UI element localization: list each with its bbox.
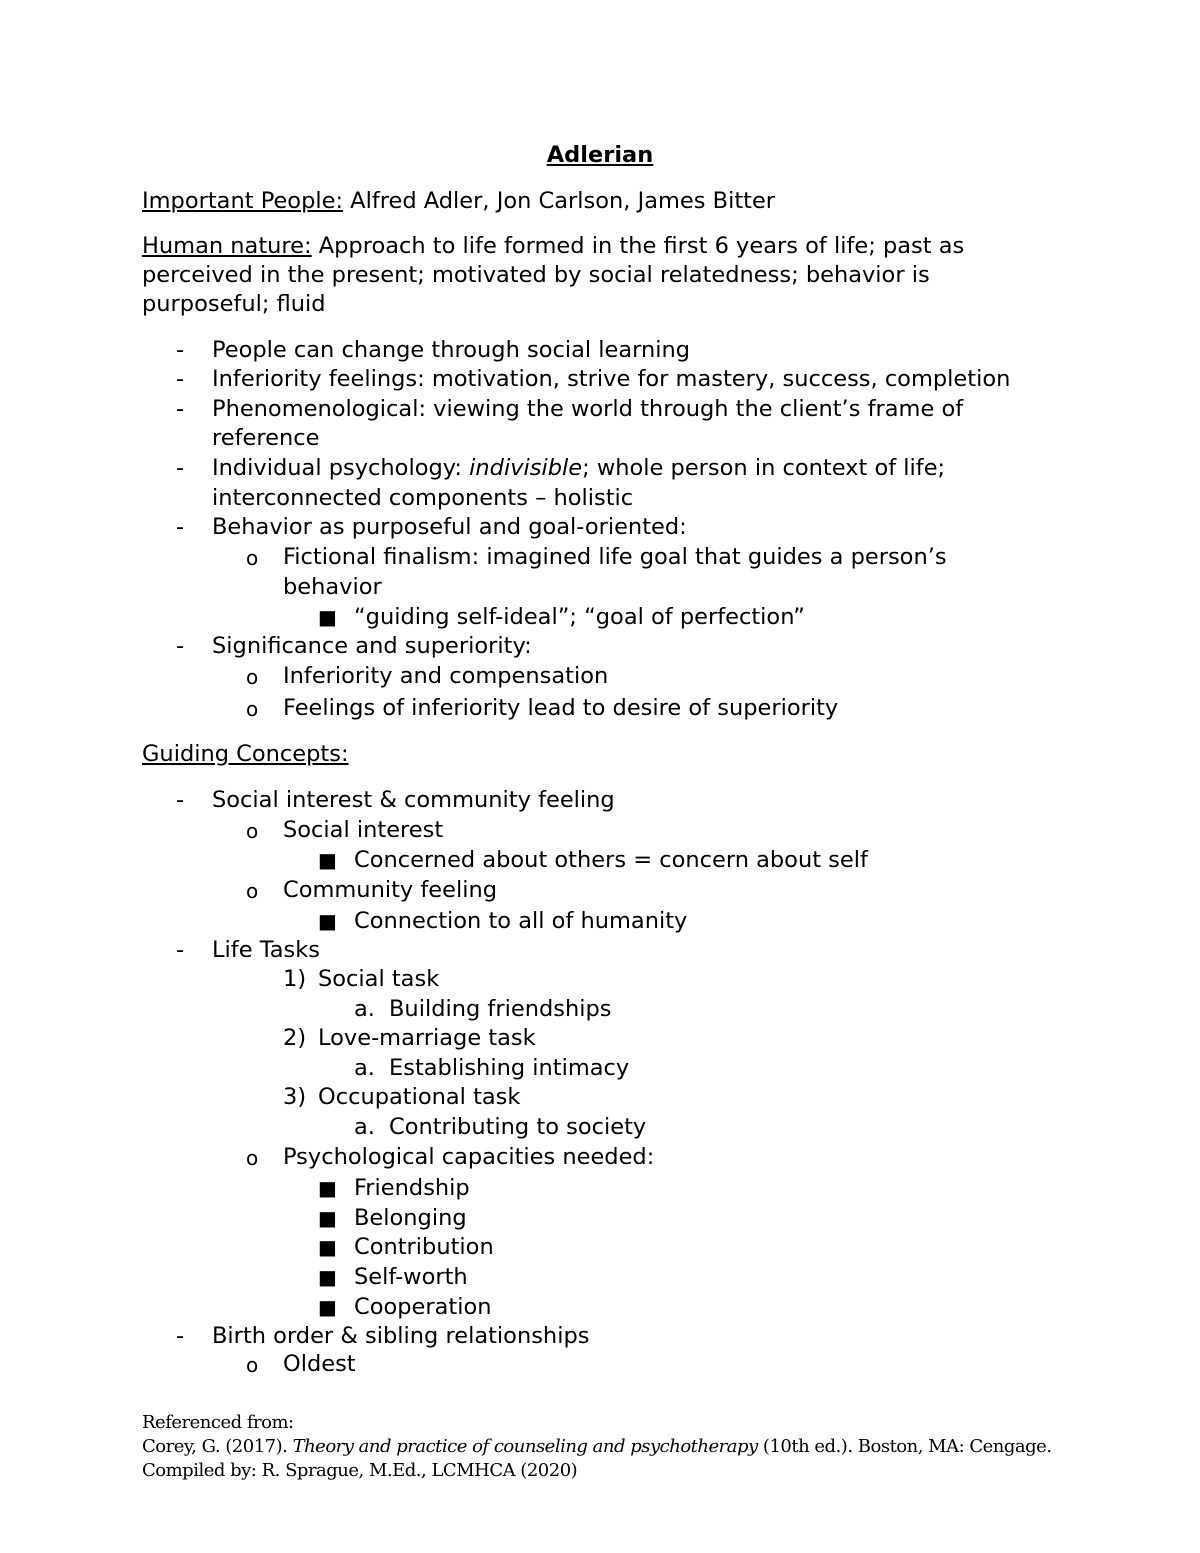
sub-sub-list-item: Friendship <box>354 1175 470 1201</box>
list-letter: a. <box>354 1114 375 1140</box>
citation-publisher: (10th ed.). Boston, MA: Cengage. <box>757 1436 1052 1457</box>
numbered-item: Love-marriage task <box>318 1025 536 1051</box>
sub-list-item: Community feeling <box>283 877 498 903</box>
human-nature-label: Human nature: <box>142 233 312 259</box>
human-nature-line-1 <box>142 232 964 260</box>
citation-book-title: Theory and practice of counseling and psychotherapy <box>292 1436 758 1457</box>
sub-sub-list-item: Concerned about others = concern about self <box>354 847 868 873</box>
circle-bullet: o <box>246 1146 259 1170</box>
list-item-emphasis: indivisible <box>469 455 583 481</box>
human-nature-line-2: perceived in the present; motivated by social relatedness; behavior is <box>142 262 930 288</box>
circle-bullet: o <box>246 665 259 689</box>
dash-bullet: - <box>176 455 185 481</box>
sub-list-item: Feelings of inferiority lead to desire of superiority <box>283 695 839 721</box>
sub-sub-list-item: Cooperation <box>354 1294 492 1320</box>
sub-list-item: Social interest <box>283 817 444 843</box>
lettered-item: Building friendships <box>389 996 612 1022</box>
list-item: Birth order & sibling relationships <box>212 1323 590 1349</box>
sub-sub-list-item: Connection to all of humanity <box>354 908 688 934</box>
important-people-label: Important People: <box>142 188 344 214</box>
list-item-continuation: reference <box>212 425 320 451</box>
dash-bullet: - <box>176 396 185 422</box>
list-item: Significance and superiority: <box>212 633 532 659</box>
dash-bullet: - <box>176 787 185 813</box>
circle-bullet: o <box>246 879 259 903</box>
list-letter: a. <box>354 1055 375 1081</box>
dash-bullet: - <box>176 514 185 540</box>
list-number: 3) <box>283 1084 307 1110</box>
citation-author: Corey, G. (2017). <box>142 1436 293 1457</box>
dash-bullet: - <box>176 337 185 363</box>
human-nature-text-1: Approach to life formed in the first 6 years of life; past as <box>311 233 965 259</box>
square-bullet: ■ <box>318 605 337 629</box>
sub-list-item: Inferiority and compensation <box>283 663 609 689</box>
sub-sub-list-item: Self-worth <box>354 1264 468 1290</box>
important-people-text: Alfred Adler, Jon Carlson, James Bitter <box>343 188 776 214</box>
dash-bullet: - <box>176 1323 185 1349</box>
list-item: Behavior as purposeful and goal-oriented: <box>212 514 687 540</box>
footer-referenced-from: Referenced from: <box>142 1412 294 1433</box>
circle-bullet: o <box>246 546 259 570</box>
dash-bullet: - <box>176 937 185 963</box>
square-bullet: ■ <box>318 1265 337 1289</box>
circle-bullet: o <box>246 819 259 843</box>
square-bullet: ■ <box>318 1176 337 1200</box>
list-item: People can change through social learning <box>212 337 691 363</box>
square-bullet: ■ <box>318 848 337 872</box>
list-item: Life Tasks <box>212 937 320 963</box>
list-item: Inferiority feelings: motivation, strive for mastery, success, completion <box>212 366 1011 392</box>
square-bullet: ■ <box>318 909 337 933</box>
guiding-concepts-heading: Guiding Concepts: <box>142 741 349 767</box>
list-item-text: ; whole person in context of life; <box>582 455 946 481</box>
circle-bullet: o <box>246 1353 259 1377</box>
square-bullet: ■ <box>318 1206 337 1230</box>
footer-citation <box>142 1436 1052 1458</box>
list-number: 2) <box>283 1025 307 1051</box>
sub-list-item: Psychological capacities needed: <box>283 1144 655 1170</box>
sub-sub-list-item: Contribution <box>354 1234 494 1260</box>
lettered-item: Contributing to society <box>389 1114 647 1140</box>
dash-bullet: - <box>176 633 185 659</box>
footer-compiled-by: Compiled by: R. Sprague, M.Ed., LCMHCA (2020) <box>142 1460 578 1481</box>
page-title: Adlerian <box>546 142 654 168</box>
sub-list-item: Oldest <box>283 1351 356 1377</box>
dash-bullet: - <box>176 366 185 392</box>
sub-list-item-continuation: behavior <box>283 574 382 600</box>
list-item-continuation: interconnected components – holistic <box>212 485 634 511</box>
list-item <box>212 454 945 482</box>
numbered-item: Occupational task <box>318 1084 521 1110</box>
list-item: Phenomenological: viewing the world through the client’s frame of <box>212 396 964 422</box>
sub-sub-list-item: Belonging <box>354 1205 467 1231</box>
important-people-line <box>142 187 775 215</box>
human-nature-line-3: purposeful; fluid <box>142 291 326 317</box>
circle-bullet: o <box>246 697 259 721</box>
list-number: 1) <box>283 966 307 992</box>
list-item: Social interest & community feeling <box>212 787 615 813</box>
sub-sub-list-item: “guiding self-ideal”; “goal of perfection” <box>354 604 805 630</box>
square-bullet: ■ <box>318 1235 337 1259</box>
list-letter: a. <box>354 996 375 1022</box>
sub-list-item: Fictional finalism: imagined life goal that guides a person’s <box>283 544 947 570</box>
numbered-item: Social task <box>318 966 440 992</box>
list-item-text: Individual psychology: <box>212 455 470 481</box>
square-bullet: ■ <box>318 1295 337 1319</box>
lettered-item: Establishing intimacy <box>389 1055 630 1081</box>
